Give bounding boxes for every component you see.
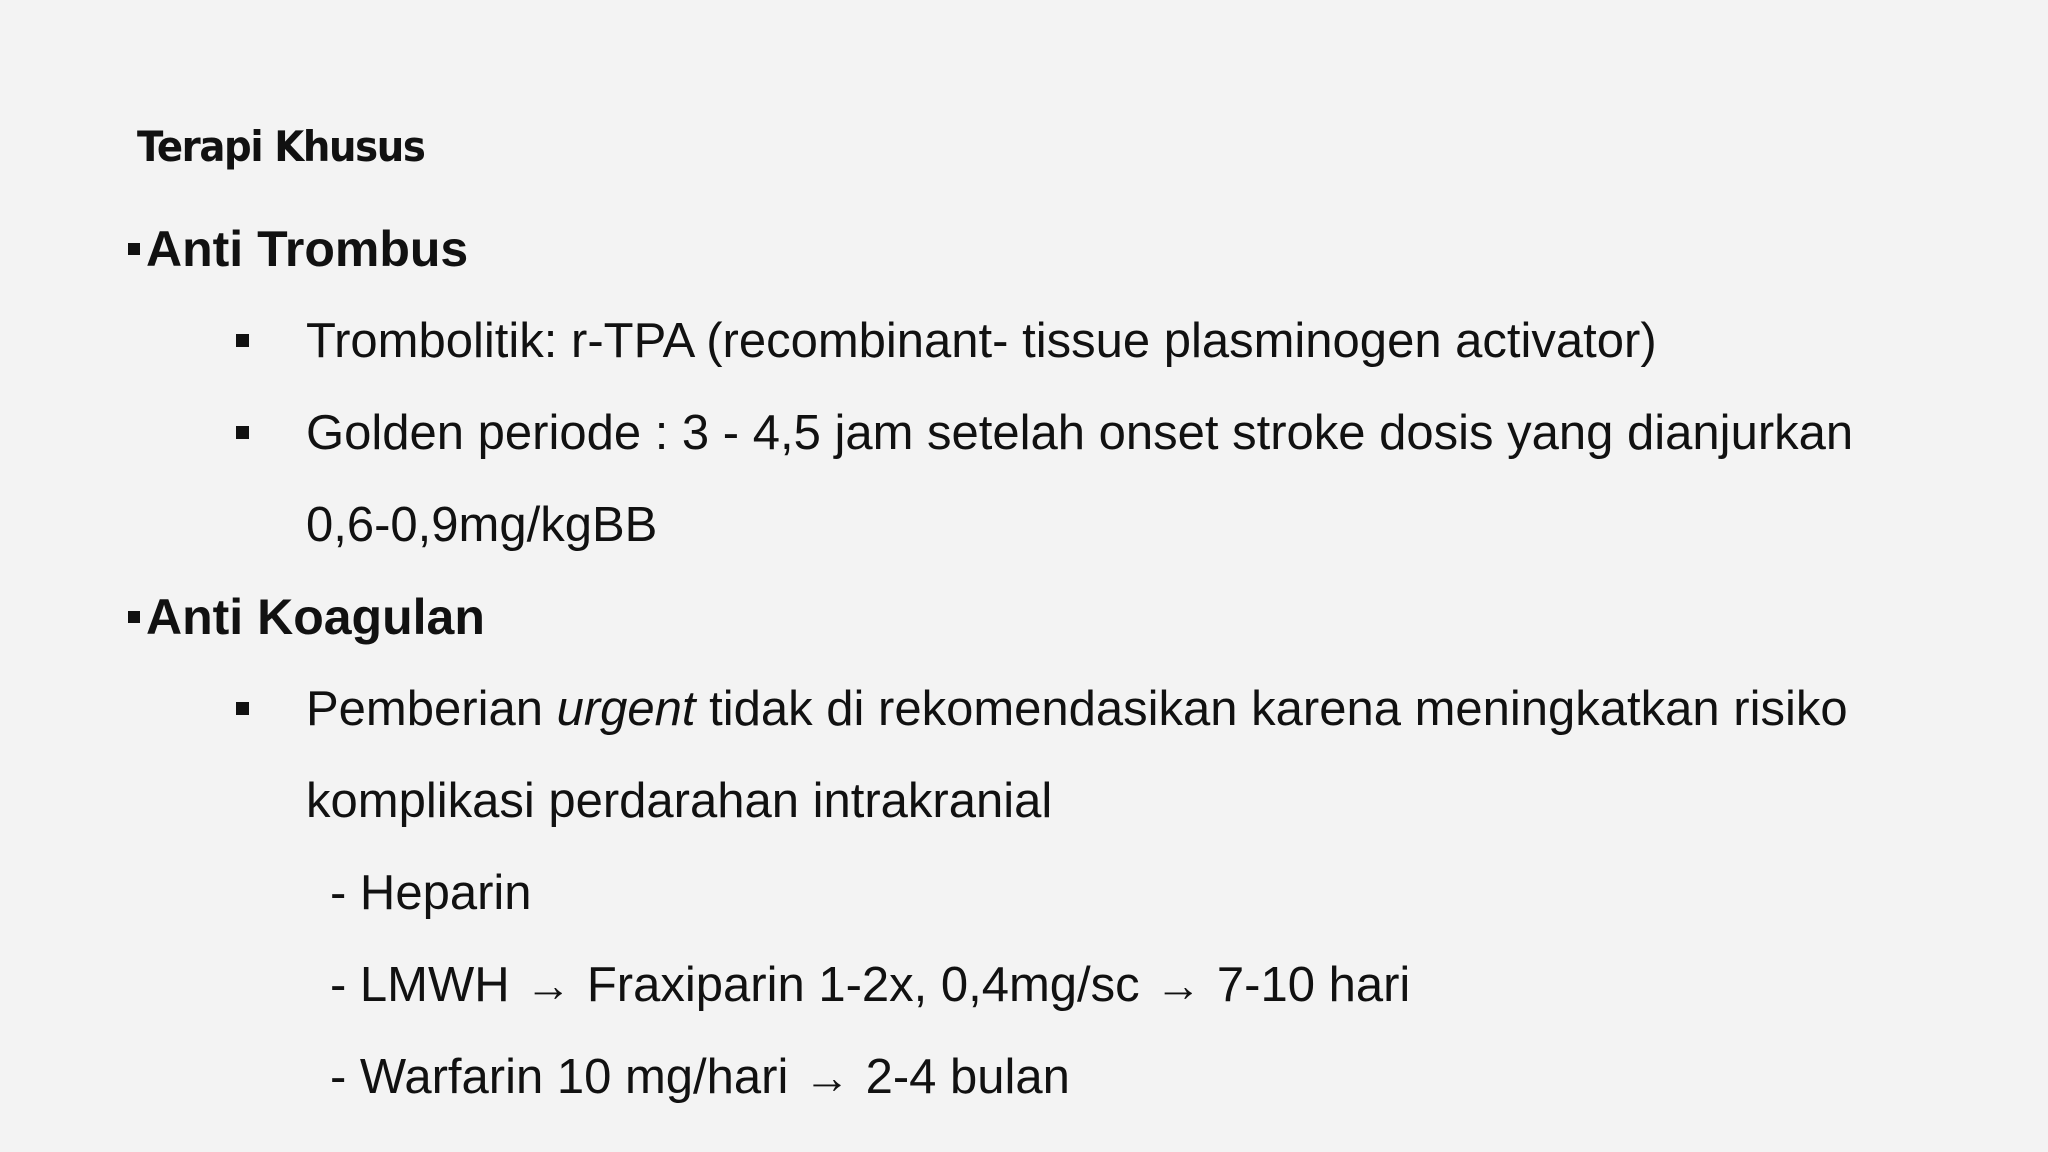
section-title-anti-trombus — [128, 221, 469, 277]
arrow-right-icon: → — [803, 1051, 850, 1103]
square-bullet-icon — [236, 334, 249, 347]
square-bullet-icon — [236, 702, 249, 715]
section-title-text: Anti Koagulan — [146, 589, 485, 645]
arrow-right-icon: → — [525, 959, 572, 1011]
text-run: - Warfarin 10 mg/hari — [330, 1050, 802, 1104]
square-bullet-icon — [128, 243, 140, 255]
bullet-text-pemberian — [306, 682, 1848, 736]
text-run: 7-10 hari — [1203, 958, 1411, 1012]
emphasis-urgent: urgent — [556, 682, 696, 736]
sub-item-warfarin — [330, 1050, 1070, 1104]
sub-item-heparin: - Heparin — [330, 866, 532, 920]
slide-heading: Terapi Khusus — [137, 122, 425, 171]
sub-item-lmwh — [330, 958, 1411, 1012]
bullet-text-golden-periode-cont: 0,6-0,9mg/kgBB — [306, 498, 658, 552]
bullet-text-trombolitik: Trombolitik: r-TPA (recombinant- tissue plasminogen activator) — [306, 314, 1657, 368]
section-title-anti-koagulan — [128, 589, 485, 645]
section-title-text: Anti Trombus — [146, 221, 469, 277]
text-run: - LMWH — [330, 958, 524, 1012]
bullet-text-golden-periode: Golden periode : 3 - 4,5 jam setelah onset stroke dosis yang dianjurkan — [306, 406, 1854, 460]
text-run: 2-4 bulan — [851, 1050, 1070, 1104]
square-bullet-icon — [128, 611, 140, 623]
text-run: tidak di rekomendasikan karena meningkatkan risiko — [695, 682, 1848, 736]
text-run: Pemberian — [306, 682, 557, 736]
text-run: Fraxiparin 1-2x, 0,4mg/sc — [573, 958, 1154, 1012]
square-bullet-icon — [236, 426, 249, 439]
arrow-right-icon: → — [1155, 959, 1202, 1011]
bullet-text-pemberian-cont: komplikasi perdarahan intrakranial — [306, 774, 1053, 828]
